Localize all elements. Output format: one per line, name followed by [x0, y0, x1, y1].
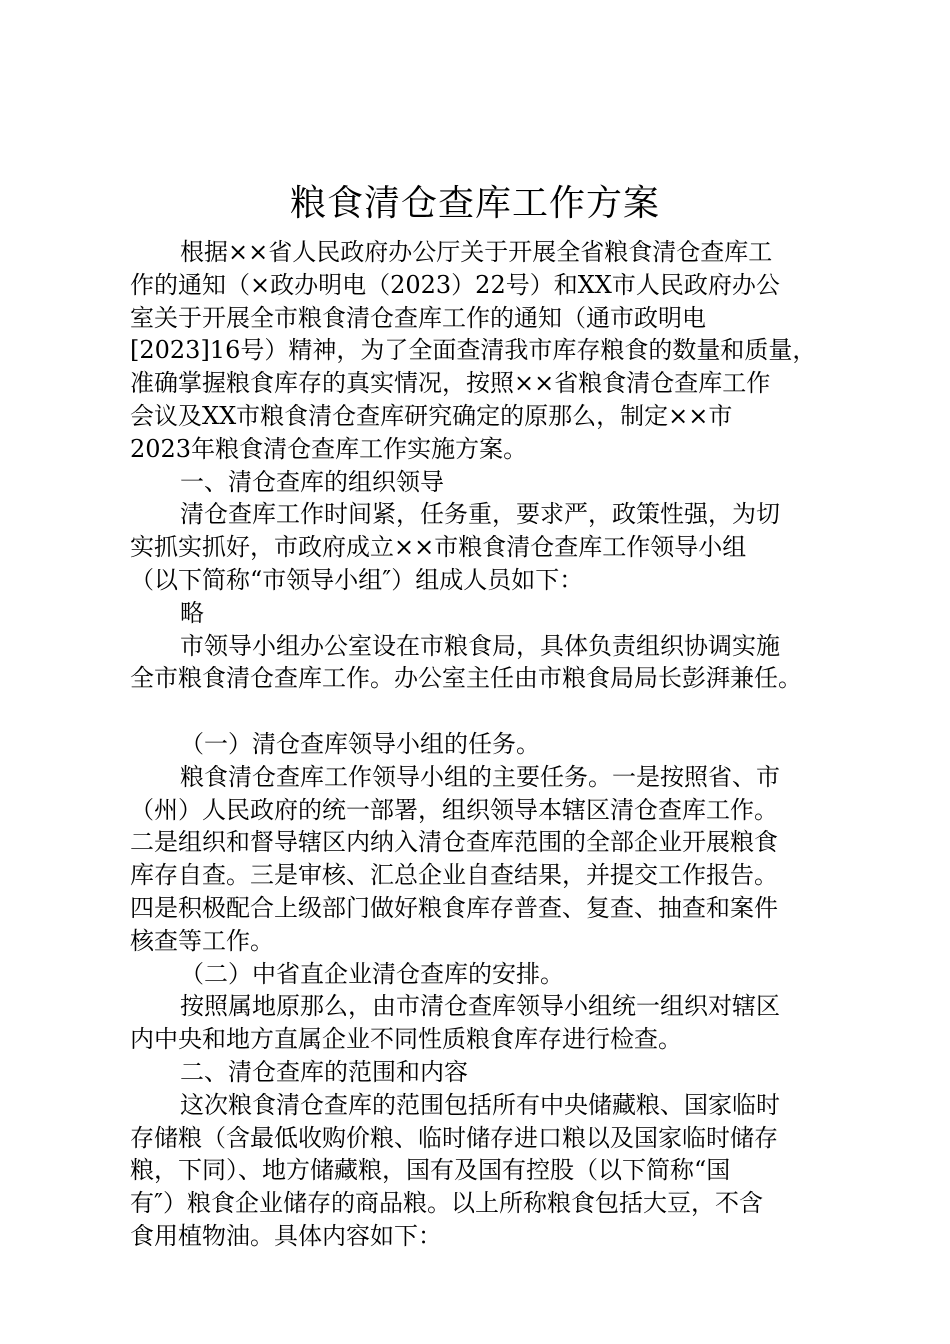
text-line: [2023]16号）精神，为了全面查清我市库存粮食的数量和质量，	[130, 336, 817, 365]
text-line: 清仓查库工作时间紧，任务重，要求严，政策性强，为切	[180, 500, 780, 529]
text-line: 有″）粮食企业储存的商品粮。以上所称粮食包括大豆，不含	[130, 1189, 763, 1218]
text-line: 室关于开展全市粮食清仓查库工作的通知（通市政明电	[130, 303, 706, 332]
text-line: 库存自查。三是审核、汇总企业自查结果，并提交工作报告。	[130, 861, 778, 890]
text-line: 作的通知（×政办明电（2023）22号）和XX市人民政府办公	[130, 270, 780, 299]
text-line: 食用植物油。具体内容如下：	[130, 1221, 442, 1250]
document-body	[130, 236, 840, 1253]
text-line: 二、清仓查库的范围和内容	[180, 1057, 468, 1086]
text-line: 这次粮食清仓查库的范围包括所有中央储藏粮、国家临时	[180, 1090, 780, 1119]
page-title: 粮食清仓查库工作方案	[289, 183, 660, 224]
text-line: （以下简称“市领导小组″）组成人员如下：	[130, 565, 584, 594]
text-line: 粮，下同）、地方储藏粮，国有及国有控股（以下简称“国	[130, 1156, 731, 1185]
text-line: 按照属地原那么，由市清仓查库领导小组统一组织对辖区	[180, 992, 780, 1021]
text-line: 2023年粮食清仓查库工作实施方案。	[130, 434, 528, 463]
text-line: 全市粮食清仓查库工作。办公室主任由市粮食局局长彭湃兼任。	[130, 664, 802, 693]
text-line: 一、清仓查库的组织领导	[180, 467, 444, 496]
text-line: 二是组织和督导辖区内纳入清仓查库范围的全部企业开展粮食	[130, 828, 778, 857]
text-line: 四是积极配合上级部门做好粮食库存普查、复查、抽查和案件	[130, 893, 778, 922]
text-line: 存储粮（含最低收购价粮、临时储存进口粮以及国家临时储存	[130, 1123, 778, 1152]
text-line: 粮食清仓查库工作领导小组的主要任务。一是按照省、市	[180, 762, 780, 791]
text-line: （二）中省直企业清仓查库的安排。	[180, 959, 564, 988]
text-line: 核查等工作。	[130, 926, 274, 955]
text-line: 略	[180, 598, 204, 627]
text-line: 根据××省人民政府办公厅关于开展全省粮食清仓查库工	[180, 238, 773, 266]
text-line: （一）清仓查库领导小组的任务。	[180, 729, 540, 758]
blank-line	[130, 695, 840, 728]
text-line: （州）人民政府的统一部署，组织领导本辖区清仓查库工作。	[130, 795, 778, 824]
text-line: 会议及XX市粮食清仓查库研究确定的原那么，制定××市	[130, 401, 733, 430]
text-line: 实抓实抓好，市政府成立××市粮食清仓查库工作领导小组	[130, 533, 747, 562]
text-line: 内中央和地方直属企业不同性质粮食库存进行检查。	[130, 1025, 682, 1054]
text-line: 准确掌握粮食库存的真实情况，按照××省粮食清仓查库工作	[130, 369, 771, 398]
text-line: 市领导小组办公室设在市粮食局，具体负责组织协调实施	[180, 631, 780, 660]
